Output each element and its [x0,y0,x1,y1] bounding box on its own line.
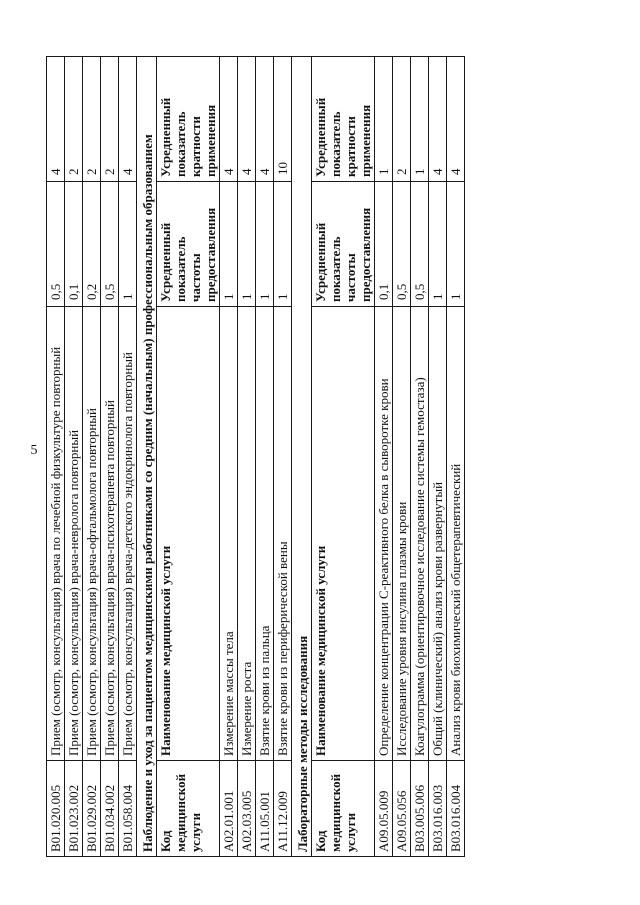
header-multiplicity: Усредненный показатель кратности применения [157,57,220,182]
header-code: Код медицинской услуги [157,761,220,857]
multiplicity-value: 4 [447,57,465,182]
table-row [411,57,429,857]
table-row [238,57,256,857]
service-name: Прием (осмотр, консультация) врача-офтальмолога повторный [83,307,101,761]
multiplicity-value: 4 [429,57,447,182]
page-number: 5 [30,443,38,458]
service-code: A02.03.005 [238,761,256,857]
rotated-page-content [46,57,570,857]
service-code: B03.016.003 [429,761,447,857]
service-code: B03.005.006 [411,761,429,857]
service-name: Прием (осмотр, консультация) врача-психотерапевта повторный [101,307,119,761]
frequency-value: 0,2 [83,182,101,307]
table-row [393,57,411,857]
service-code: A11.12.009 [274,761,292,857]
multiplicity-value: 4 [238,57,256,182]
section-title: Лабораторные методы исследования [292,57,312,857]
service-code: B01.029.002 [83,761,101,857]
section-title: Наблюдение и уход за пациентом медицинскими работниками со средним (начальным) профессиональным образованием [137,57,157,857]
frequency-value: 0,5 [393,182,411,307]
service-name: Прием (осмотр, консультация) врача-невролога повторный [65,307,83,761]
service-code: B01.034.002 [101,761,119,857]
frequency-value: 1 [119,182,137,307]
service-code: A11.05.001 [256,761,274,857]
header-multiplicity: Усредненный показатель кратности применения [312,57,375,182]
service-name: Измерение массы тела [220,307,238,761]
table-row [83,57,101,857]
multiplicity-value: 4 [256,57,274,182]
table-row [119,57,137,857]
frequency-value: 1 [220,182,238,307]
table-row [256,57,274,857]
table-header-row [157,57,220,857]
service-name: Прием (осмотр, консультация) врача по лечебной физкультуре повторный [47,307,65,761]
service-code: B01.020.005 [47,761,65,857]
header-name: Наименование медицинской услуги [312,307,375,761]
frequency-value: 0,5 [101,182,119,307]
service-code: A09.05.009 [375,761,393,857]
frequency-value: 1 [429,182,447,307]
service-name: Измерение роста [238,307,256,761]
table-row [220,57,238,857]
section-title-row [137,57,157,857]
service-name: Анализ крови биохимический общетерапевтический [447,307,465,761]
service-name: Взятие крови из периферической вены [274,307,292,761]
service-code: B01.058.004 [119,761,137,857]
multiplicity-value: 2 [83,57,101,182]
frequency-value: 1 [447,182,465,307]
service-code: B03.016.004 [447,761,465,857]
table-header-row [312,57,375,857]
service-name: Общий (клинический) анализ крови развернутый [429,307,447,761]
service-name: Взятие крови из пальца [256,307,274,761]
service-name: Определение концентрации С-реактивного белка в сыворотке крови [375,307,393,761]
header-frequency: Усредненный показатель частоты предоставления [312,182,375,307]
frequency-value: 1 [256,182,274,307]
service-code: A02.01.001 [220,761,238,857]
multiplicity-value: 2 [393,57,411,182]
service-name: Коагулограмма (ориентировочное исследование системы гемостаза) [411,307,429,761]
frequency-value: 0,1 [65,182,83,307]
multiplicity-value: 4 [119,57,137,182]
section-title-row [292,57,312,857]
multiplicity-value: 10 [274,57,292,182]
multiplicity-value: 4 [47,57,65,182]
header-code: Код медицинской услуги [312,761,375,857]
table-row [47,57,65,857]
multiplicity-value: 1 [411,57,429,182]
table-row [65,57,83,857]
frequency-value: 1 [274,182,292,307]
multiplicity-value: 1 [375,57,393,182]
frequency-value: 0,5 [411,182,429,307]
table-row [375,57,393,857]
multiplicity-value: 2 [65,57,83,182]
header-frequency: Усредненный показатель частоты предоставления [157,182,220,307]
frequency-value: 0,1 [375,182,393,307]
table-row [101,57,119,857]
service-code: B01.023.002 [65,761,83,857]
service-code: A09.05.056 [393,761,411,857]
table-row [447,57,465,857]
frequency-value: 0,5 [47,182,65,307]
service-name: Прием (осмотр, консультация) врача-детского эндокринолога повторный [119,307,137,761]
service-name: Исследование уровня инсулина плазмы крови [393,307,411,761]
multiplicity-value: 4 [220,57,238,182]
frequency-value: 1 [238,182,256,307]
services-table [46,56,465,857]
services-table-body [47,57,465,857]
multiplicity-value: 2 [101,57,119,182]
header-name: Наименование медицинской услуги [157,307,220,761]
table-row [274,57,292,857]
table-row [429,57,447,857]
